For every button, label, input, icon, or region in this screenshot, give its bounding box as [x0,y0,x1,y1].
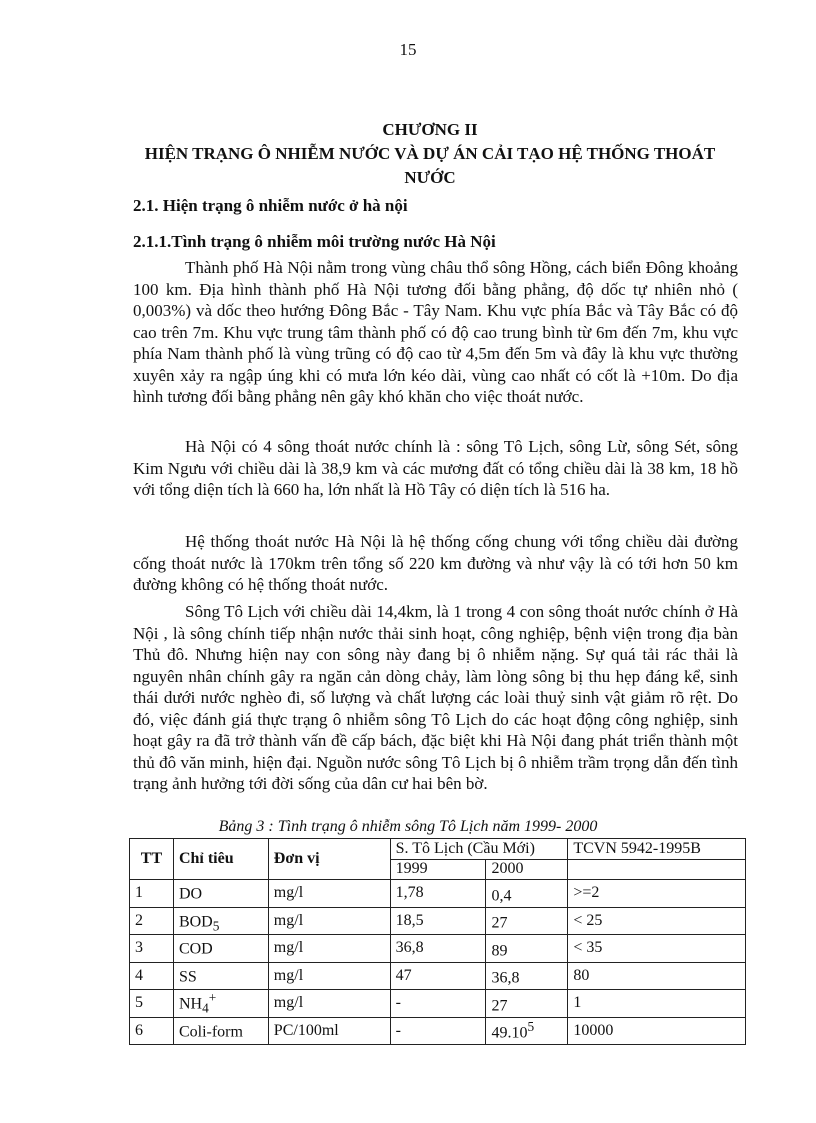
cell-standard: 10000 [568,1017,746,1045]
cell-2000: 27 [486,990,568,1018]
table-caption: Bảng 3 : Tình trạng ô nhiễm sông Tô Lịch năm 1999- 2000 [218,818,598,835]
cell-1999: 47 [390,962,486,990]
cell-unit: mg/l [268,962,390,990]
header-year-2000: 2000 [486,859,568,880]
header-empty [568,859,746,880]
pollution-table [129,838,746,1045]
cell-unit: mg/l [268,907,390,935]
table-row [130,990,746,1018]
cell-indicator: Coli-form [173,1017,268,1045]
cell-1999: 1,78 [390,880,486,908]
cell-standard: < 35 [568,935,746,963]
header-river: S. Tô Lịch (Cầu Mới) [390,839,568,860]
cell-unit: mg/l [268,880,390,908]
cell-standard: >=2 [568,880,746,908]
body-paragraph: Thành phố Hà Nội nằm trong vùng châu thổ sông Hồng, cách biển Đông khoảng 100 km. Địa hình thành phố Hà Nội tương đối bằng phẳng, độ dốc tự nhiên nhỏ ( 0,003%) và dốc theo hướng Đông Bắc - Tây Nam. Khu vực phía Bắc và Tây Bắc có độ cao trên 7m. Khu vực trung tâm thành phố có độ cao trung bình từ 6m đến 7m, khu vực phía Nam thành phố là vùng trũng có độ cao từ 4,5m đến 5m và đây là khu vực thường xuyên xảy ra ngập úng khi có mưa lớn kéo dài, vùng cao nhất có cốt là +10m. Do địa hình tương đối bằng phẳng nên gây khó khăn cho việc thoát nước. [133,258,738,406]
cell-unit: mg/l [268,935,390,963]
cell-tt: 2 [130,907,174,935]
chapter-title: HIỆN TRẠNG Ô NHIỄM NƯỚC VÀ DỰ ÁN CẢI TẠO HỆ THỐNG THOÁT NƯỚC [144,144,716,187]
body-paragraph: Sông Tô Lịch với chiều dài 14,4km, là 1 trong 4 con sông thoát nước chính ở Hà Nội , là sông chính tiếp nhận nước thải sinh hoạt, công nghiệp, bệnh viện trong địa bàn Thủ đô. Nhưng hiện nay con sông này đang bị ô nhiễm nặng. Sự quá tải rác thải là nguyên nhân chính gây ra ngăn cản dòng chảy, làm lòng sông bị thu hẹp đáng kể, sinh thái dưới nước nghèo đi, số lượng và chất lượng các loài thuỷ sinh vật giảm rõ rệt. Do đó, việc đánh giá thực trạng ô nhiễm sông Tô Lịch do các hoạt động công nghiệp, sinh hoạt gây ra đã trở thành vấn đề cấp bách, đặc biệt khi Hà Nội đang phát triển thành một thủ đô văn minh, hiện đại. Nguồn nước sông Tô Lịch bị ô nhiễm trầm trọng dẫn đến tình trạng ảnh hưởng tới đời sống của dân cư hai bên bờ. [133,602,738,793]
cell-indicator: SS [173,962,268,990]
cell-indicator: $BOD_5$ [173,907,268,935]
cell-unit: PC/100ml [268,1017,390,1045]
cell-2000: 49.10$^5$ [486,1017,568,1045]
header-standard: TCVN 5942-1995B [568,839,746,860]
table-row [130,880,746,908]
cell-2000: 27 [486,907,568,935]
cell-2000: 36,8 [486,962,568,990]
cell-unit: mg/l [268,990,390,1018]
section-heading: 2.1. Hiện trạng ô nhiễm nước ở hà nội [133,196,408,215]
header-unit: Đơn vị [268,839,390,880]
cell-tt: 4 [130,962,174,990]
page-number: 15 [399,40,417,59]
header-year-1999: 1999 [390,859,486,880]
header-tt: TT [130,839,174,880]
chapter-label: CHƯƠNG II [382,120,478,139]
cell-indicator: DO [173,880,268,908]
cell-tt: 1 [130,880,174,908]
chapter-heading [120,118,740,190]
cell-1999: 36,8 [390,935,486,963]
body-paragraph: Hệ thống thoát nước Hà Nội là hệ thống cống chung với tổng chiều dài đường cống thoát nước là 170km trên tổng số 220 km đường và như vậy là có tới hơn 50 km đường không có hệ thống thoát nước. [133,532,738,594]
cell-standard: 1 [568,990,746,1018]
body-paragraph: Hà Nội có 4 sông thoát nước chính là : sông Tô Lịch, sông Lừ, sông Sét, sông Kim Ngưu với chiều dài là 38,9 km và các mương đất có tổng chiều dài là 38 km, 18 hồ với tổng diện tích là 660 ha, lớn nhất là Hồ Tây có diện tích là 516 ha. [133,437,738,499]
cell-standard: < 25 [568,907,746,935]
cell-indicator: $NH_4^+$ [173,990,268,1018]
cell-1999: - [390,990,486,1018]
cell-2000: 0,4 [486,880,568,908]
header-indicator: Chỉ tiêu [173,839,268,880]
table-row [130,1017,746,1045]
cell-1999: 18,5 [390,907,486,935]
cell-standard: 80 [568,962,746,990]
cell-tt: 6 [130,1017,174,1045]
cell-tt: 3 [130,935,174,963]
table-row [130,962,746,990]
table-row [130,935,746,963]
cell-2000: 89 [486,935,568,963]
cell-tt: 5 [130,990,174,1018]
cell-indicator: COD [173,935,268,963]
subsection-heading: 2.1.1.Tình trạng ô nhiễm môi trường nước Hà Nội [133,232,496,251]
cell-1999: - [390,1017,486,1045]
table-row [130,907,746,935]
